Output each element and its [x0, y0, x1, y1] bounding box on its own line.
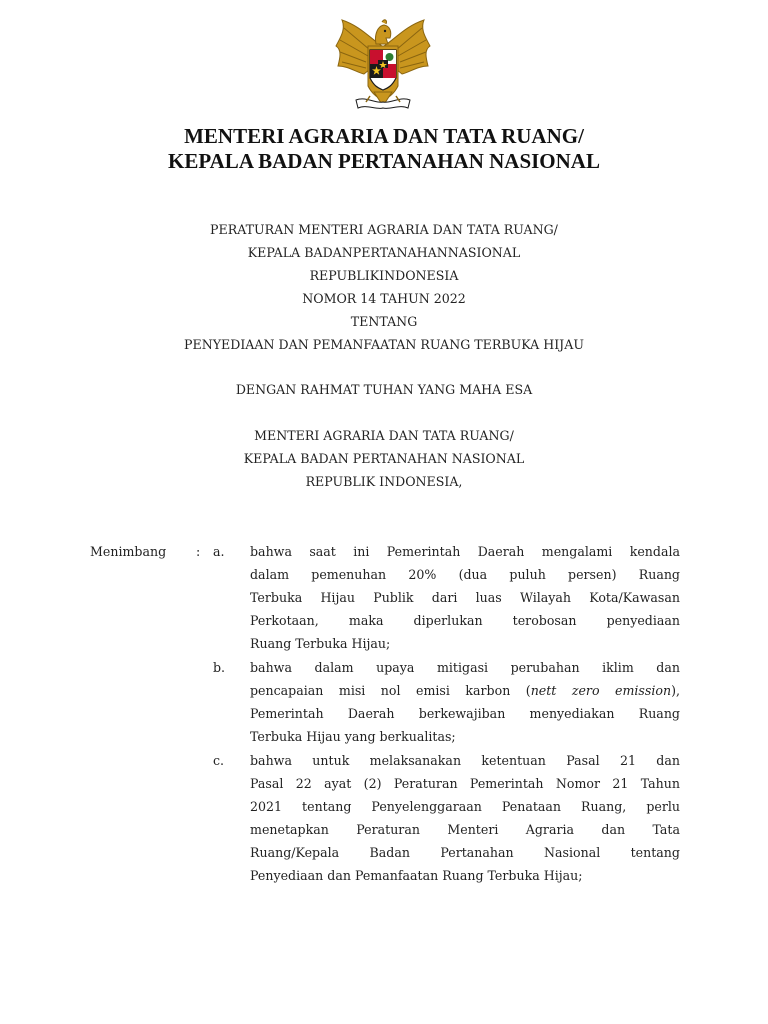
- item-text-b: [250, 656, 680, 748]
- regulation-line: REPUBLIKINDONESIA: [309, 268, 459, 283]
- item-line: Pasal 22 ayat (2) Peraturan Pemerintah Nomor 21 Tahun: [250, 776, 680, 791]
- minister-line: MENTERI AGRARIA DAN TATA RUANG/: [254, 428, 514, 443]
- item-line: Penyediaan dan Pemanfaatan Ruang Terbuka Hijau;: [250, 868, 583, 883]
- item-line: menetapkan Peraturan Menteri Agraria dan Tata: [250, 822, 680, 837]
- item-line: Terbuka Hijau yang berkualitas;: [250, 729, 456, 744]
- regulation-line: PERATURAN MENTERI AGRARIA DAN TATA RUANG/: [210, 222, 558, 237]
- regulation-title-block: [0, 218, 768, 356]
- item-line: dalam pemenuhan 20% (dua puluh persen) Ruang: [250, 567, 680, 582]
- garuda-pancasila-icon: [330, 16, 436, 112]
- regulation-number: NOMOR 14 TAHUN 2022: [302, 291, 466, 306]
- heading-line-2: KEPALA BADAN PERTANAHAN NASIONAL: [168, 149, 600, 173]
- item-line: Perkotaan, maka diperlukan terobosan penyediaan: [250, 613, 680, 628]
- regulation-line: KEPALA BADANPERTANAHANNASIONAL: [247, 245, 521, 260]
- item-line: 2021 tentang Penyelenggaraan Penataan Ruang, perlu: [250, 799, 680, 814]
- item-line-with-italic: [250, 679, 680, 702]
- item-text-c: [250, 749, 680, 887]
- item-line: Pemerintah Daerah berkewajiban menyediakan Ruang: [250, 706, 680, 721]
- item-line: Ruang Terbuka Hijau;: [250, 636, 391, 651]
- italic-term: nett zero emission: [530, 683, 672, 698]
- menimbang-colon: :: [196, 544, 201, 559]
- item-line: Terbuka Hijau Publik dari luas Wilayah Kota/Kawasan: [250, 590, 680, 605]
- item-letter-a: a.: [213, 544, 225, 559]
- item-line-part: ),: [671, 683, 680, 698]
- garuda-emblem: [330, 16, 436, 112]
- minister-line: KEPALA BADAN PERTANAHAN NASIONAL: [243, 451, 525, 466]
- item-line: bahwa saat ini Pemerintah Daerah mengalami kendala: [250, 544, 680, 559]
- document-heading: [0, 124, 768, 174]
- item-line: bahwa dalam upaya mitigasi perubahan iklim dan: [250, 660, 680, 675]
- item-line: Ruang/Kepala Badan Pertanahan Nasional tentang: [250, 845, 680, 860]
- item-letter-c: c.: [213, 753, 225, 768]
- regulation-subject: PENYEDIAAN DAN PEMANFAATAN RUANG TERBUKA HIJAU: [184, 337, 584, 352]
- item-text-a: [250, 540, 680, 655]
- rahmat-line: DENGAN RAHMAT TUHAN YANG MAHA ESA: [235, 382, 533, 397]
- item-line-part: pencapaian misi nol emisi karbon (: [250, 683, 531, 698]
- item-letter-b: b.: [213, 660, 226, 675]
- item-line: bahwa untuk melaksanakan ketentuan Pasal 21 dan: [250, 753, 680, 768]
- menimbang-label: Menimbang: [90, 544, 167, 559]
- heading-line-1: MENTERI AGRARIA DAN TATA RUANG/: [184, 124, 584, 148]
- minister-block: [0, 424, 768, 493]
- minister-line: REPUBLIK INDONESIA,: [305, 474, 463, 489]
- regulation-line: TENTANG: [350, 314, 418, 329]
